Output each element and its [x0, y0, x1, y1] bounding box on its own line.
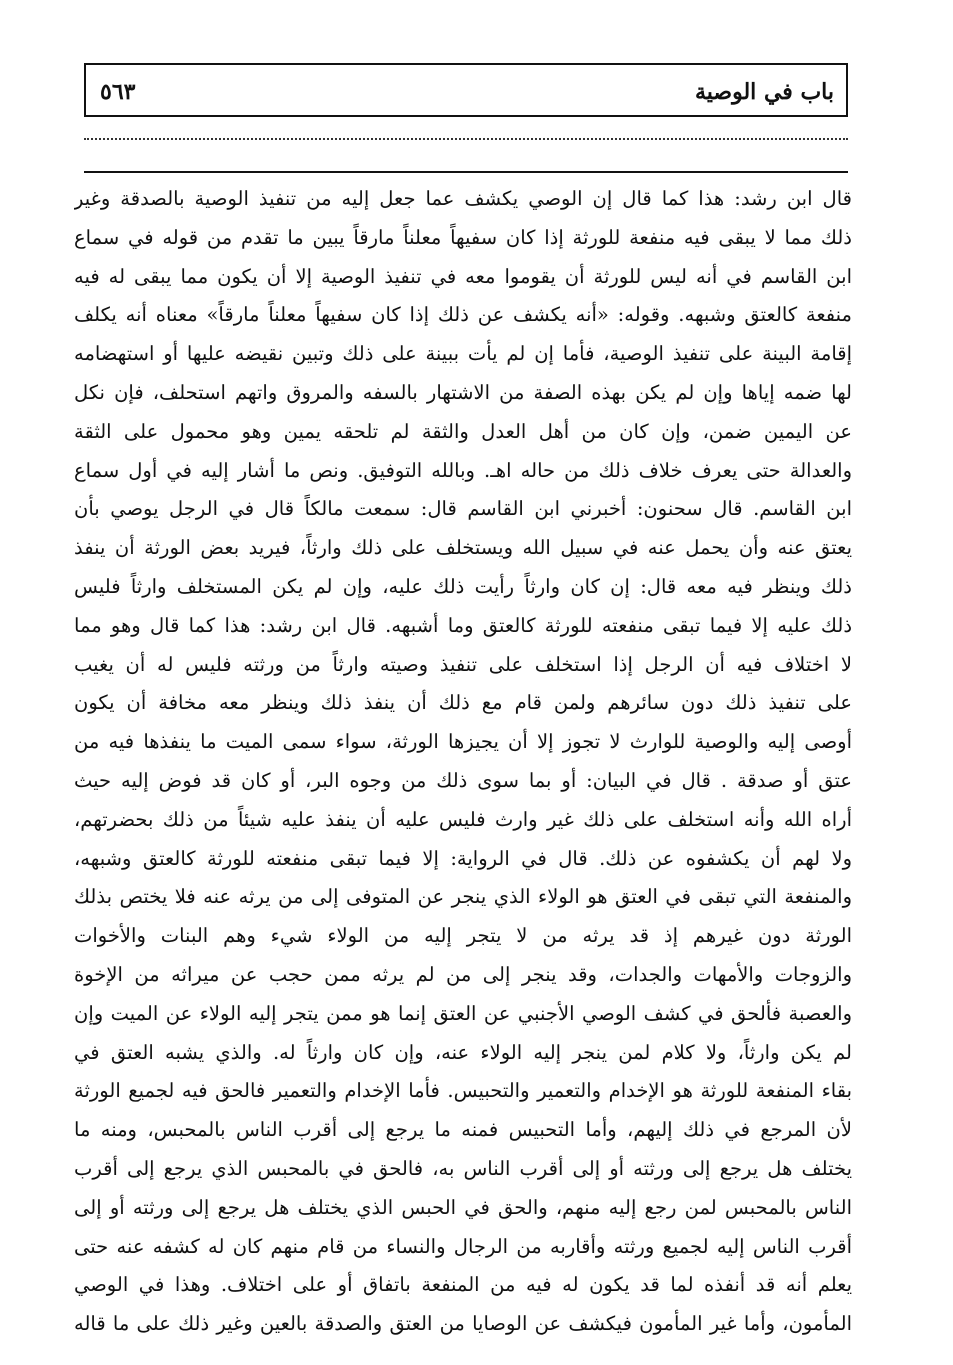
- running-header: [84, 63, 848, 117]
- text-line: ابن القاسم. قال سحنون: أخبرني ابن القاسم قال: سمعت مالكاً قال في الرجل يوصي بأن: [74, 497, 852, 521]
- text-line: لأن المرجع في ذلك إليهم، وأما التحبيس فمنه ما يرجع إلى أقرب الناس بالمحبس، ومنه ما: [74, 1118, 852, 1142]
- text-line: ذلك عليه إلا فيما تبقى منفعته للورثة كالعتق وما أشبهه. قال ابن رشد: هذا كما قال وهو مما: [74, 613, 852, 637]
- text-line: يعلم أنه قد أنفذه لما قد يكون له فيه من المنفعة باتفاق أو على اختلاف. وهذا في الوصي: [74, 1273, 852, 1297]
- text-line: أقرب الناس إليه لجميع ورثته وأقاربه من الرجال والنساء من قام منهم كان له كشفه عنه حتى: [74, 1234, 852, 1258]
- solid-divider: [84, 171, 848, 173]
- text-line: والمنفعة التي تبقى في العتق هو الولاء الذي ينجر عن المتوفى إلى من يرثه عنه فلا يختص بذلك: [74, 885, 852, 909]
- text-line: المأمون، وأما غير المأمون فيكشف عن الوصايا من العتق والصدقة بالعين وغير ذلك على ما قاله: [74, 1312, 852, 1336]
- text-line: لم يكن وارثاً، ولا كلام لمن ينجر إليه الولاء عنه، وإن كان وارثاً له. والذي يشبه العتق في: [74, 1040, 852, 1064]
- text-line: ذلك مما لا يبقى فيه منفعة للورثة إذا كان سفيهاً معلناً مارقاً يبين ما تقدم من قوله في سماع: [74, 225, 852, 249]
- text-line: أراه الله وأنه استخلف على ذلك غير وارث فليس عليه أن ينفذ عليه شيئاً من ذلك بحضرتهم،: [74, 807, 852, 831]
- text-line: يختلف هل يرجع إلى ورثته أو إلى أقرب الناس به، فالحق في بالمحبس الذي يرجع إلى أقرب: [74, 1156, 852, 1180]
- text-line: إقامة البينة على تنفيذ الوصية، فأما إن لم يأت ببينة على ذلك وتبين نقيضه عليها أو استهضامه: [74, 342, 852, 366]
- chapter-title: باب في الوصية: [694, 79, 834, 105]
- text-line: ذلك وينظر فيه معه قال: إن كان وارثاً رأيت ذلك عليه، وإن لم يكن المستخلف وارثاً فليس: [74, 574, 852, 598]
- text-line: عتق أو صدقة . قال في البيان: أو بما سوى ذلك من وجوه البر، أو كان قد فوض إليه حيث: [74, 768, 852, 792]
- text-line: منفعة كالعتق وشبهه. وقوله: «أنه يكشف عن ذلك إذا كان سفيهاً معلناً مارقاً» معناه أنه يكلف: [74, 303, 852, 327]
- text-line: والعدالة حتى يعرف خلاف ذلك من حاله اهـ. وبالله التوفيق. ونص ما أشار إليه في أول سماع: [74, 458, 852, 482]
- text-line: الورثة دون غيرهم إذ قد يرثه من لا يتجر إليه من الولاء شيء وهم البنات والأخوات: [74, 924, 852, 948]
- body-text: [74, 180, 852, 1340]
- text-line: والزوجات والأمهات والجدات، وقد ينجر إلى من لم يرثه ممن حجب عن ميراثه من الإخوة: [74, 962, 852, 986]
- text-line: عن اليمين ضمن، وإن كان من أهل العدل والثقة لم تلحقه يمين وهو محمول على الثقة: [74, 419, 852, 443]
- text-line: يعتق عنه وأن يحمل عنه في سبيل الله ويستخلف على ذلك وارثاً، فيريد بعض الورثة أن ينفذ: [74, 536, 852, 560]
- text-line: ابن القاسم في أنه ليس للورثة أن يقوموا معه في تنفيذ الوصية إلا أن يكون مما يبقى له فيه: [74, 264, 852, 288]
- text-line: لا اختلاف فيه أن الرجل إذا استخلف على تنفيذ وصيته وارثاً من ورثته فليس له أن يغيب: [74, 652, 852, 676]
- text-line: ولا لهم أن يكشفوه عن ذلك. قال في الرواية: إلا فيما تبقى منفعته للورثة كالعتق وشبهه،: [74, 846, 852, 870]
- text-line: لها ضمه إياها وإن لم يكن بهذه الصفة من الاشتهار بالسفه والمروق واتهم استحلف، فإن نكل: [74, 380, 852, 404]
- text-line: على تنفيذ ذلك دون سائرهم ولمن قام مع ذلك أن ينفذ ذلك وينظر معه مخافة أن يكون: [74, 691, 852, 715]
- text-line: الناس بالمحبس لمن رجع إليه منهم، والحق في الحبس الذي يختلف هل يرجع إلى ورثته أو إلى: [74, 1195, 852, 1219]
- text-line: قال ابن رشد: هذا كما قال إن الوصي يكشف عما جعل إليه من تنفيذ الوصية بالصدقة وغير: [74, 187, 852, 210]
- text-line: أوصى إليه والوصية للوارث لا تجوز إلا أن يجيزها الورثة، سواء سمى الميت ما ينفذها فيه من: [74, 730, 852, 754]
- text-line: بقاء المنفعة للورثة هو الإخدام والتعمير والتحبيس. فأما الإخدام والتعمير فالحق فيه لجميع الورثة: [74, 1079, 852, 1103]
- page-number: ٥٦٣: [100, 79, 136, 105]
- text-line: والعصبة فألحق في كشف الوصي الأجنبي عن العتق إنما هو ممن يتجر إليه الولاء عن الميت وإن: [74, 1001, 852, 1025]
- dotted-divider: [84, 138, 848, 140]
